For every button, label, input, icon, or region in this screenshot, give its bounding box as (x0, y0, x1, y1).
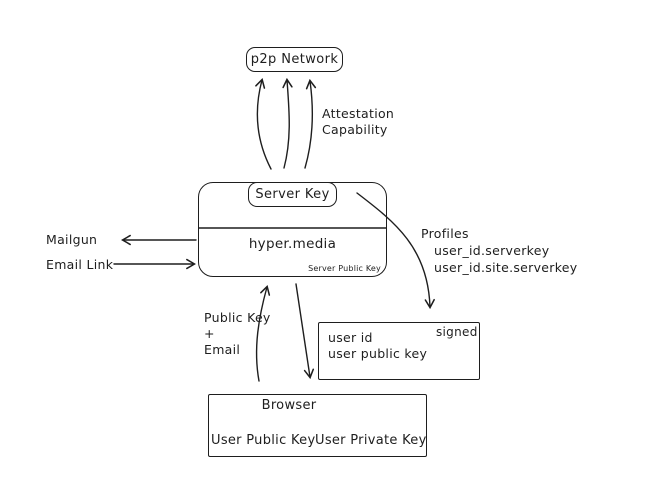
profiles-key1: user_id.serverkey (434, 243, 550, 258)
user-public-key-label: User Public Key (211, 433, 316, 448)
profiles-title: Profiles (421, 226, 469, 241)
browser-title: Browser (261, 398, 317, 413)
attestation-capability-label (322, 106, 394, 138)
p2p-network-label: p2p Network (250, 52, 339, 67)
mailgun-label: Mailgun (46, 232, 98, 247)
public-key-email-line2: + (204, 326, 215, 341)
p2p-network-box (246, 47, 343, 72)
signed-badge: signed (436, 325, 478, 339)
hyper-media-label: hyper.media (248, 236, 337, 252)
arrow-server-to-p2p-2 (284, 80, 289, 168)
server-key-label: Server Key (255, 187, 330, 202)
user-private-key-label: User Private Key (315, 433, 427, 448)
signed-line2: user public key (328, 346, 428, 361)
arrow-server-to-browser (296, 284, 310, 377)
arrow-server-to-p2p-1 (257, 80, 271, 169)
attestation-line1: Attestation (322, 106, 395, 121)
public-key-email-line1: Public Key (204, 310, 271, 325)
attestation-line2: Capability (322, 122, 388, 137)
signed-line1: user id (328, 330, 373, 345)
arrow-server-to-p2p-3 (305, 81, 312, 168)
server-key-box (248, 182, 337, 207)
email-link-label: Email Link (46, 257, 114, 272)
public-key-email-label (204, 310, 271, 358)
server-public-key-note: Server Public Key (308, 264, 381, 273)
profiles-key2: user_id.site.serverkey (434, 260, 578, 275)
public-key-email-line3: Email (204, 342, 241, 357)
